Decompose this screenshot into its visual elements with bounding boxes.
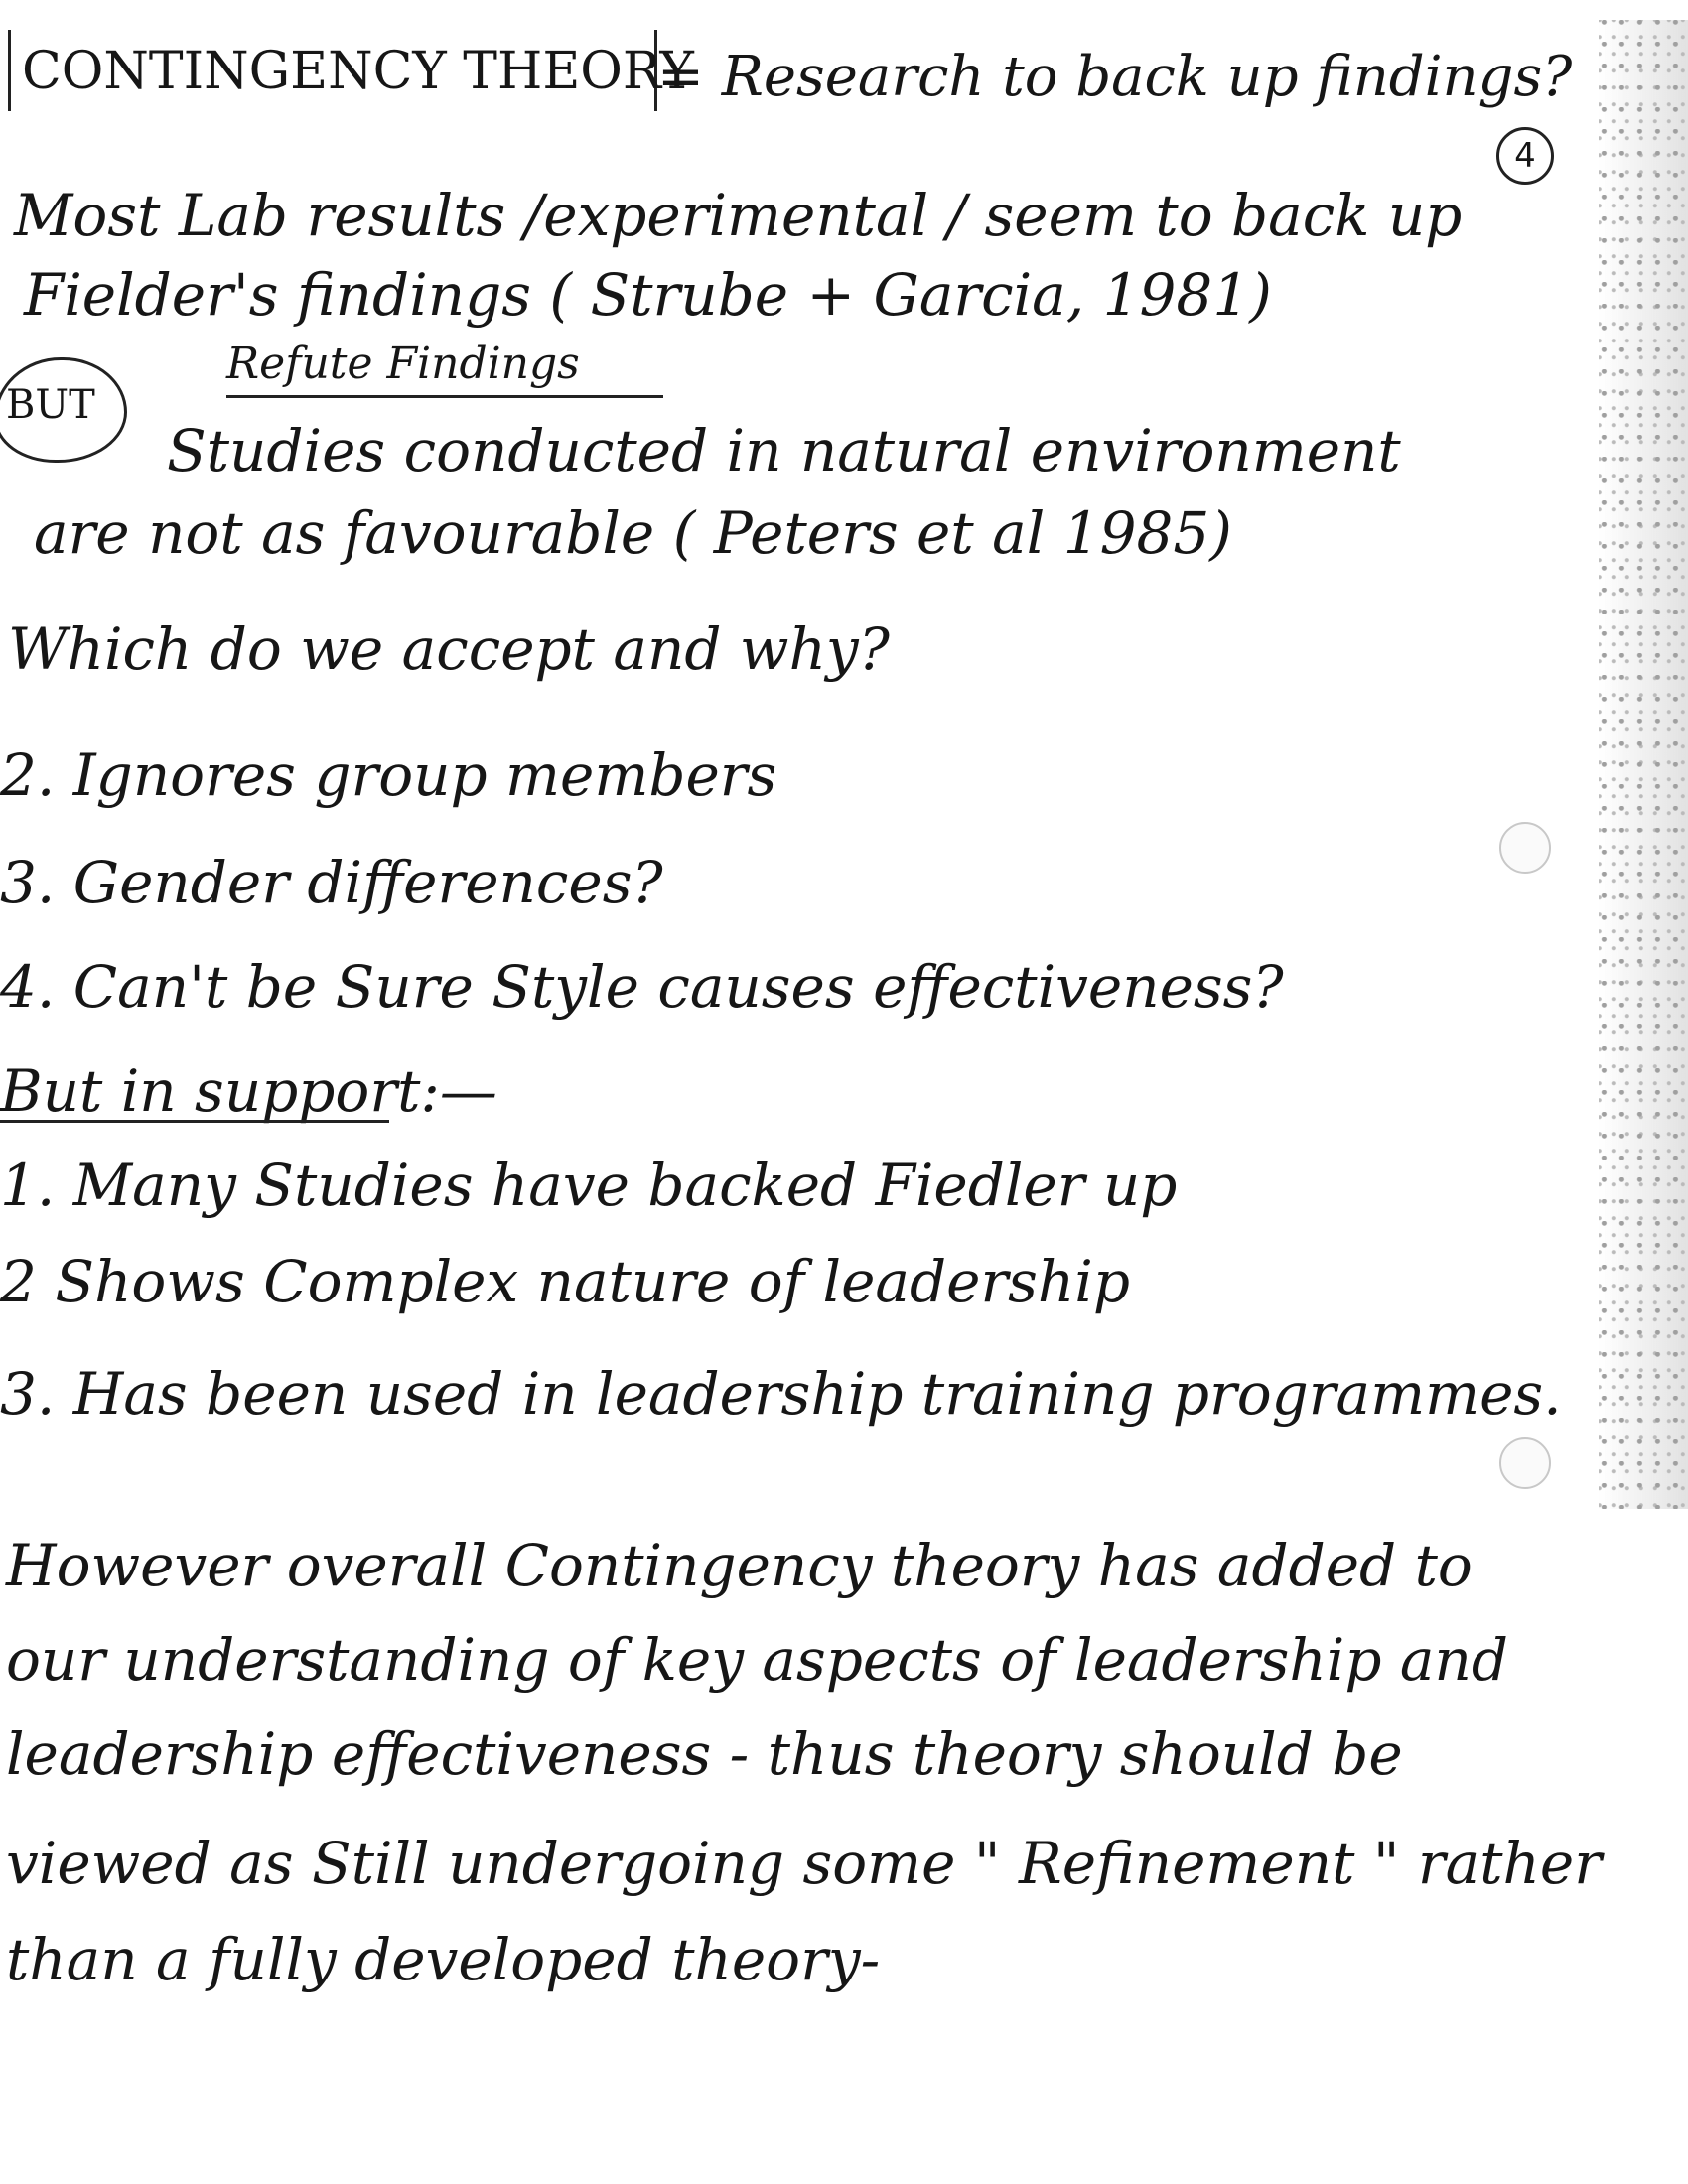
punch-hole xyxy=(1499,822,1551,874)
but-label: BUT xyxy=(6,382,95,428)
support-underline xyxy=(0,1120,389,1123)
criticism-item: 2. Ignores group members xyxy=(0,742,777,809)
conclusion-line: However overall Contingency theory has added to xyxy=(6,1532,1473,1599)
question-line: Which do we accept and why? xyxy=(8,615,890,683)
conclusion-line: than a fully developed theory- xyxy=(6,1926,881,1993)
criticism-item: 3. Gender differences? xyxy=(0,849,663,916)
title-rest: = Research to back up findings? xyxy=(657,45,1573,109)
conclusion-line: our understanding of key aspects of leadership and xyxy=(6,1626,1508,1694)
refute-line: Studies conducted in natural environment xyxy=(167,417,1401,484)
title-boxed: CONTINGENCY THEORY xyxy=(22,42,694,101)
conclusion-line: viewed as Still undergoing some " Refinement " rather xyxy=(6,1830,1602,1897)
refute-underline xyxy=(226,395,663,398)
support-item: 2 Shows Complex nature of leadership xyxy=(0,1248,1130,1315)
page-number: 4 xyxy=(1496,127,1554,185)
criticism-item: 4. Can't be Sure Style causes effectiveness? xyxy=(0,953,1284,1021)
support-item: 3. Has been used in leadership training programmes. xyxy=(0,1360,1562,1428)
support-heading: But in support:— xyxy=(0,1057,497,1125)
punch-hole xyxy=(1499,1437,1551,1489)
scan-speckle-edge xyxy=(1599,20,1688,1509)
refute-label: Refute Findings xyxy=(226,339,580,389)
support-item: 1. Many Studies have backed Fiedler up xyxy=(0,1152,1178,1219)
conclusion-line: leadership effectiveness - thus theory should be xyxy=(6,1720,1403,1788)
refute-line: are not as favourable ( Peters et al 1985) xyxy=(34,499,1232,567)
text-line: Most Lab results /experimental / seem to back up xyxy=(14,182,1463,249)
text-line: Fielder's findings ( Strube + Garcia, 1981) xyxy=(24,261,1272,329)
